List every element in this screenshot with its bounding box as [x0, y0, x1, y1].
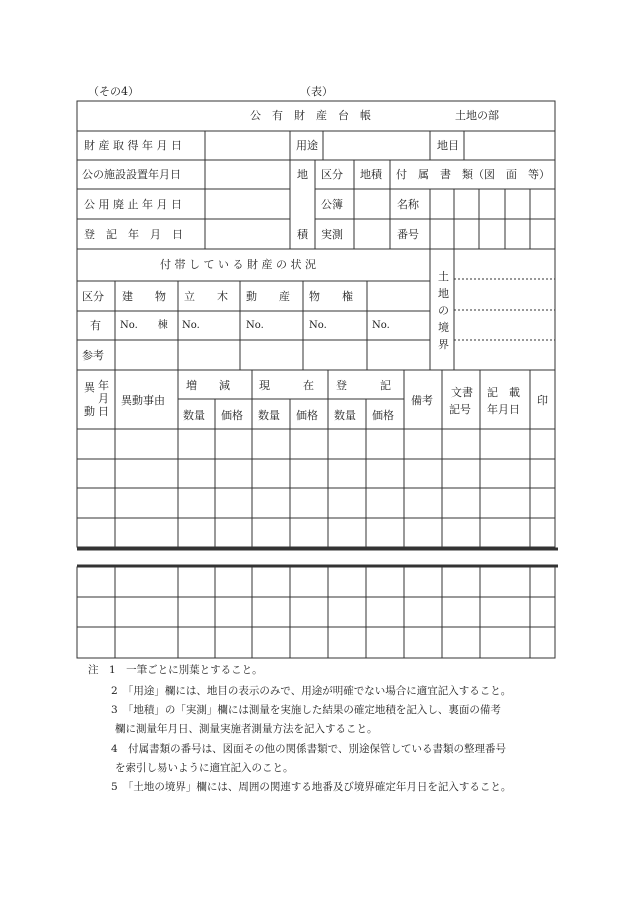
public-facility-date-label: 公の施設設置年月日 [82, 168, 181, 181]
ledger-title: 公 有 財 産 台 帳 [250, 109, 371, 122]
reference-label: 参考 [82, 349, 104, 362]
area-label-top: 地 [297, 168, 308, 181]
front-side-label: （表） [300, 85, 333, 98]
change-label-3: 月 [98, 392, 109, 405]
price-label-3: 価格 [372, 409, 394, 422]
boundary-label-1: 土 [438, 270, 449, 283]
form-number: （その4） [88, 85, 139, 98]
other-number: No. [372, 320, 390, 331]
note-4: 4 付属書類の番号は、図面その他の関係書類で、別途保管している書類の整理番号 [111, 743, 506, 755]
acquired-date-label: 財 産 取 得 年 月 日 [84, 139, 182, 152]
rights-label: 物 権 [309, 290, 353, 303]
boundary-label-2: 地 [438, 287, 449, 300]
note-5: 5 「土地の境界」欄には、周囲の関連する地番及び境界確定年月日を記入すること。 [111, 781, 512, 793]
attached-docs-label: 付 属 書 類（図 面 等） [396, 168, 550, 181]
note-3: 3 「地積」の「実測」欄には測量を実施した結果の確定地積を記入し、裏面の備考 [111, 704, 501, 716]
entry-date-label-2: 年月日 [487, 403, 520, 416]
doc-no-label-1: 文書 [451, 386, 473, 399]
price-label-1: 価格 [221, 409, 243, 422]
building-label: 建 物 [122, 290, 166, 303]
trees-number: No. [182, 320, 200, 331]
price-label-2: 価格 [296, 409, 318, 422]
attached-division-label: 区分 [82, 290, 104, 303]
attached-property-heading: 付 帯 し て い る 財 産 の 状 況 [160, 258, 316, 271]
registry-label: 公簿 [321, 198, 343, 211]
movables-number: No. [246, 320, 264, 331]
registered-label: 登 記 [336, 379, 391, 392]
boundary-label-4: 境 [438, 321, 449, 334]
qty-label-1: 数量 [183, 409, 205, 422]
rights-number: No. [309, 320, 327, 331]
use-label: 用途 [296, 139, 318, 152]
seal-label: 印 [537, 394, 548, 407]
land-category-label: 地目 [437, 139, 459, 152]
division-label: 区分 [321, 168, 343, 181]
note-1: 注 1 一筆ごとに別葉とすること。 [88, 664, 263, 676]
survey-label: 実測 [321, 228, 343, 241]
entry-date-label-1: 記 載 [487, 386, 520, 399]
area-label-bottom: 積 [297, 228, 308, 241]
note-2: 2 「用途」欄には、地目の表示のみで、用途が明確でない場合に適宜記入すること。 [111, 685, 512, 697]
doc-no-label-2: 記号 [449, 403, 471, 416]
land-section-title: 土地の部 [455, 109, 499, 122]
registration-date-label: 登 記 年 月 日 [84, 228, 183, 241]
qty-label-2: 数量 [258, 409, 280, 422]
note-3-continued: 欄に測量年月日、測量実施者測量方法を記入すること。 [115, 723, 378, 735]
change-label-5: 日 [98, 405, 109, 418]
change-label-1: 異 [84, 381, 95, 394]
remarks-label: 備考 [411, 394, 433, 407]
abolished-date-label: 公 用 廃 止 年 月 日 [84, 198, 182, 211]
doc-name-label: 名称 [397, 198, 419, 211]
chiseki-label: 地積 [360, 168, 382, 181]
current-label: 現 在 [259, 379, 314, 392]
boundary-label-3: の [438, 304, 449, 317]
change-label-2: 年 [98, 379, 109, 392]
increase-decrease-label: 増 減 [186, 379, 230, 392]
building-number: No. 棟 [120, 320, 168, 331]
doc-number-label: 番号 [397, 228, 419, 241]
change-label-4: 動 [84, 405, 95, 418]
change-reason-label: 異動事由 [121, 394, 165, 407]
have-label: 有 [90, 319, 101, 332]
movables-label: 動 産 [246, 290, 290, 303]
qty-label-3: 数量 [334, 409, 356, 422]
boundary-label-5: 界 [438, 338, 449, 351]
trees-label: 立 木 [184, 290, 228, 303]
note-4-continued: を索引し易いように適宜記入のこと。 [115, 762, 294, 774]
